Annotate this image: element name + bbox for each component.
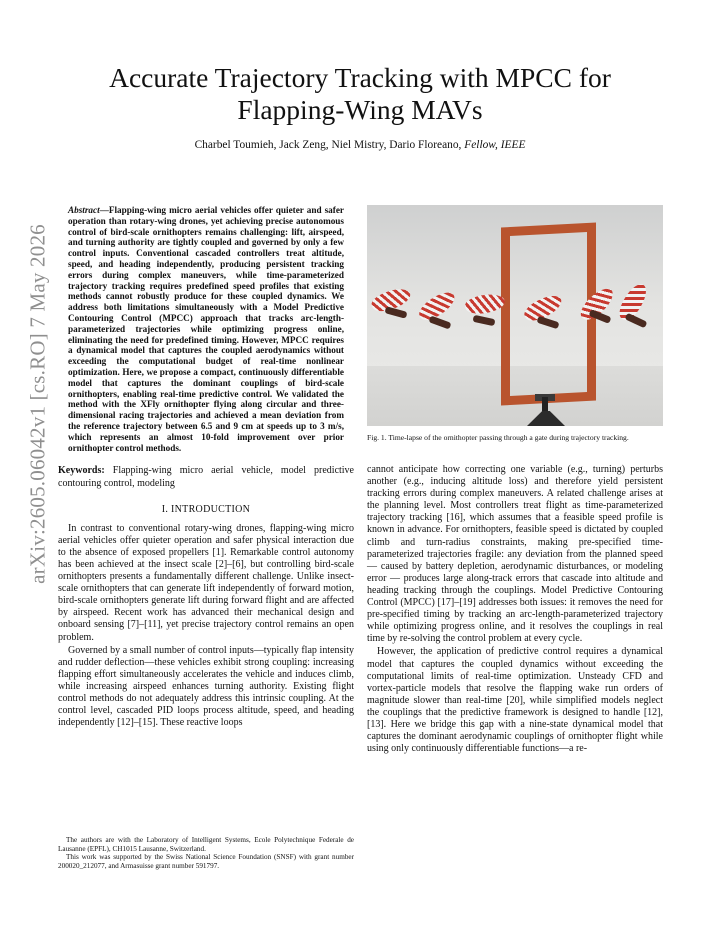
arxiv-identifier-text: arXiv:2605.06042v1 [cs.RO] 7 May 2026 xyxy=(25,224,50,584)
footnote-funding: This work was supported by the Swiss National Science Foundation (SNSF) with grant number 200020_212077, and Armasuisse grant number 591797. xyxy=(58,853,354,870)
intro-paragraph-1: In contrast to conventional rotary-wing drones, flapping-wing micro aerial vehicles offer quieter operation and safer physical interaction due to the absence of exposed propellers [1]. Remarkable control autonomy has been achieved at the insect scale [2]–[6], but controlling bird-scale ornithopters presents a fundamentally different challenge. Unlike insect-scale ornithopters that can generate lift independently of forward motion, bird-scale ornithopters generate lift during forward flight and are affected by airspeed. Recent work has advanced their mechanical design and onboard sensing [7]–[11], yet precise trajectory control remains an open problem. xyxy=(58,522,354,643)
keywords-label: Keywords: xyxy=(58,465,105,477)
abstract xyxy=(68,205,344,453)
keywords-body: Flapping-wing micro aerial vehicle, model predictive contouring control, modeling xyxy=(58,465,354,489)
right-column-text xyxy=(367,464,663,755)
ornithopter-frame-1 xyxy=(371,287,421,327)
ornithopter-frame-6 xyxy=(613,293,663,333)
title-line-1: Accurate Trajectory Tracking with MPCC for xyxy=(109,62,611,93)
keywords xyxy=(58,465,354,489)
section-heading-introduction: I. INTRODUCTION xyxy=(161,503,251,515)
figure-1-photo xyxy=(367,205,663,426)
title-line-2: Flapping-Wing MAVs xyxy=(237,94,483,125)
right-column xyxy=(367,205,663,755)
author-list xyxy=(60,139,660,151)
intro-paragraph-2-continued: cannot anticipate how correcting one variable (e.g., turning) perturbs another (e.g., inducing altitude loss) and therefore yield persistent tracking errors during complex maneuvers. A related challenge arises at the planning level. Most controllers treat flight as time-parameterized trajectory tracking [16], which assumes that a feasible speed profile is known in advance. For ornithopters, feasible speed is dictated by coupled climb and turn-radius constraints, making pre-specified time-parameterized trajectories fragile: any deviation from the planned speed — caused by battery depletion, aerodynamic disturbances, or modeling error — produces large along-track errors that cascade into altitude and heading tracking through the couplings. Model Predictive Contouring Control (MPCC) [17]–[19] addresses both issues: it removes the need for pre-specified timing by tracking an arc-length-parameterized trajectory while optimizing progress online, and it resolves the couplings in real time by re-solving the control problem at every cycle. xyxy=(367,464,663,645)
author-names: Charbel Toumieh, Jack Zeng, Niel Mistry, Dario Floreano, xyxy=(194,139,462,151)
left-column xyxy=(58,205,354,729)
figure-1-caption: Fig. 1. Time-lapse of the ornithopter passing through a gate during trajectory tracking. xyxy=(367,433,629,442)
intro-paragraph-2: Governed by a small number of control inputs—typically flap intensity and rudder deflection—these vehicles exhibit strong coupling: increasing flapping effort simultaneously accelerates the vehicle and induces climb, while increasing airspeed enhances turning authority. Existing flight control methods do not adequately address this intrinsic coupling. At the control level, cascaded PID loops process altitude, speed, and heading independently [12]–[15]. These reactive loops xyxy=(58,644,354,729)
intro-paragraph-3: However, the application of predictive control requires a dynamical model that captures the coupled dynamics without exceeding the computational limits of real-time optimization. Unsteady CFD and vortex-particle models that resolve the flapping wake run orders of magnitude slower than real-time [20], while simplified models neglect the couplings that the predictive framework is designed to handle [12], [13]. Here we bridge this gap with a nine-state dynamical model that captures the dominant aerodynamic couplings of ornithopter flight while using only continuously differentiable functions—a re- xyxy=(367,646,663,755)
ornithopter-frame-2 xyxy=(415,297,465,337)
footnote-affiliation: The authors are with the Laboratory of Intelligent Systems, Ecole Polytechnique Federale de Lausanne (EPFL), CH1015 Lausanne, Switzerland. xyxy=(58,836,354,853)
abstract-label: Abstract xyxy=(68,205,100,215)
ornithopter-frame-3 xyxy=(461,293,511,333)
author-fellow-suffix: Fellow, IEEE xyxy=(464,139,526,151)
abstract-body: —Flapping-wing micro aerial vehicles offer quieter and safer operation than rotary-wing drones, yet achieving precise autonomous control of bird-scale ornithopters remains challenging: lift, airspeed, and turning authority are tightly coupled and governed by only a few control inputs. Conventional cascaded controllers treat altitude, speed, and heading independently, producing persistent tracking errors during complex maneuvers, while time-parameterized trajectory tracking requires predefined speed profiles that existing methods cannot robustly produce for these coupled dynamics. We address both limitations simultaneously with a Model Predictive Contouring Control (MPCC) approach that tracks arc-length-parameterized trajectories while optimizing progress online, eliminating the need for predefined timing. However, MPCC requires a dynamical model that captures the coupled aerodynamics without exceeding the computational budget of real-time nonlinear optimization. Here, we propose a compact, continuously differentiable model that captures the dominant couplings of bird-scale ornithopters, enabling real-time predictive control. We validated the method with the XFly ornithopter flying along circular and three-dimensional racing trajectories and achieved a mean deviation from the reference trajectory between 6.5 and 9 cm at speeds up to 3 m/s, which represents an almost 10-fold improvement over prior ornithopter control methods. xyxy=(68,205,344,453)
title-footnote xyxy=(58,836,354,870)
paper-title xyxy=(60,62,660,126)
ornithopter-frame-4 xyxy=(523,297,573,337)
